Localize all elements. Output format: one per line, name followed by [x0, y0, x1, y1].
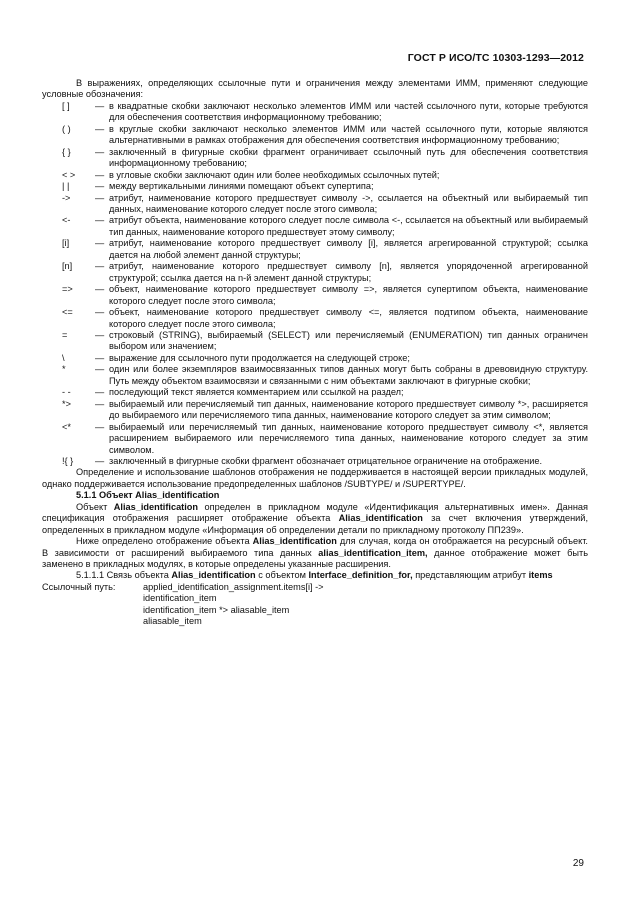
notation-symbol: <* — [62, 421, 71, 432]
notation-item — [42, 147, 588, 170]
notation-dash: — — [95, 352, 105, 363]
document-header: ГОСТ Р ИСО/ТС 10303-1293—2012 — [407, 52, 584, 64]
notation-text: объект, наименование которого предшествует символу =>, является супертипом объекта, наименование которого следует после этого символа; — [109, 284, 588, 306]
notation-text: строковый (STRING), выбираемый (SELECT) или перечисляемый (ENUMERATION) тип данных ограничен выбором или значением; — [109, 329, 588, 352]
notation-item — [42, 353, 588, 364]
section-number: 5.1.1 — [76, 490, 97, 501]
notation-text: выражение для ссылочного пути продолжается на следующей строке; — [109, 352, 410, 363]
notation-symbol: [n] — [62, 261, 73, 272]
notation-item — [42, 364, 588, 387]
notation-text: заключенный в фигурные скобки фрагмент обозначает отрицательное ограничение на отображение. — [109, 455, 542, 466]
notation-symbol: < > — [62, 169, 76, 180]
reference-path-label: Ссылочный путь: — [42, 581, 116, 592]
notation-text: атрибут, наименование которого предшествует символу ->, ссылается на объектный или выбираемый тип данных, наименование которого следует после этого символа; — [109, 192, 588, 214]
notation-item — [42, 193, 588, 216]
notation-dash: — — [95, 387, 105, 398]
document-body — [42, 78, 588, 628]
notation-symbol: [ ] — [62, 100, 70, 111]
attribute-name: items — [528, 570, 553, 581]
notation-dash: — — [95, 284, 105, 295]
entity-name: Interface_definition_for, — [308, 570, 413, 581]
notation-item — [42, 124, 588, 147]
notation-symbol: \ — [62, 352, 65, 363]
text-run: за счет включения утверждений, определенных в прикладном модуле «Информация об определении детали по прикладному протоколу ПП239». — [42, 513, 588, 535]
notation-text: выбираемый или перечисляемый тип данных, наименование которого предшествует символу *>, расширяется до выбираемого или перечисляемого типа данных, наименование которого следует за этим символом; — [109, 398, 588, 421]
notation-dash: — — [95, 123, 105, 134]
section-paragraph-1 — [42, 502, 588, 536]
notation-symbol: [i] — [62, 238, 70, 249]
notation-text: заключенный в фигурные скобки фрагмент ограничивает ссылочный путь для обеспечения соответствия информационному требованию; — [109, 146, 588, 169]
notation-dash: — — [95, 364, 105, 375]
text-run: Объект — [76, 501, 114, 512]
notation-dash: — — [95, 329, 105, 340]
notation-item — [42, 422, 588, 456]
intro-paragraph: В выражениях, определяющих ссылочные пути и ограничения между элементами ИММ, применяют следующие условные обозначения: — [42, 78, 588, 100]
text-run: Ниже определено отображение объекта — [76, 536, 253, 547]
notation-item — [42, 387, 588, 398]
notation-item — [42, 330, 588, 353]
notation-dash: — — [95, 169, 105, 180]
notation-symbol: | | — [62, 181, 70, 192]
entity-name: Alias_identification — [113, 501, 199, 512]
notation-symbol: <= — [62, 307, 73, 318]
reference-path — [42, 582, 588, 628]
reference-path-line: aliasable_item — [143, 616, 202, 627]
notation-item — [42, 307, 588, 330]
notation-text: в круглые скобки заключают несколько элементов ИММ или частей ссылочного пути, которые являются альтернативными в рамках отображения для обеспечения соответствия информационному требованию; — [109, 123, 588, 146]
notation-symbol: { } — [62, 146, 71, 157]
notation-dash: — — [95, 307, 105, 318]
notation-text: атрибут, наименование которого предшествует символу [n], является упорядоченной агрегированной структурой; ссылка дается на n-й элемент данной структуры; — [109, 261, 588, 283]
notation-item — [42, 101, 588, 124]
notation-dash: — — [95, 261, 105, 272]
notation-dash: — — [95, 181, 105, 192]
notation-symbol: - - — [62, 387, 71, 398]
notation-dash: — — [95, 146, 105, 157]
text-run: данное отображение может быть заменено в прикладных модулях, в которые определены указанные расширения. — [42, 547, 588, 570]
reference-path-line: identification_item — [143, 593, 217, 604]
notation-dash: — — [95, 238, 105, 249]
entity-name: Alias_identification — [338, 513, 423, 524]
notation-item — [42, 456, 588, 467]
section-paragraph-2 — [42, 536, 588, 570]
notation-list — [42, 101, 588, 468]
page-number: 29 — [572, 858, 584, 869]
notation-text: в угловые скобки заключают один или более необходимых ссылочных путей; — [109, 169, 440, 180]
notation-symbol: = — [62, 329, 68, 340]
entity-name: Alias_identification — [171, 570, 256, 581]
notation-text: между вертикальными линиями помещают объект супертипа; — [109, 181, 374, 192]
notation-dash: — — [95, 455, 105, 466]
notation-text: выбираемый или перечисляемый тип данных, наименование которого предшествует символу <*, является расширением выбираемого или перечисляемого типа данных, наименование которого следует за этим символом. — [109, 421, 588, 455]
notation-item — [42, 261, 588, 284]
notation-symbol: => — [62, 284, 73, 295]
notation-item — [42, 238, 588, 261]
section-heading — [42, 490, 588, 501]
text-run: для случая, когда он отображается на ресурсный объект. В зависимости от расширений выбираемого типа данных — [42, 536, 588, 558]
notation-symbol: -> — [62, 192, 71, 203]
subsection-heading — [42, 570, 588, 581]
notation-dash: — — [95, 421, 105, 432]
notation-item — [42, 284, 588, 307]
notation-text: атрибут объекта, наименование которого следует после символа <-, ссылается на объектный или выбираемый тип данных, наименование которого предшествует этому символу; — [109, 215, 588, 237]
notation-text: в квадратные скобки заключают несколько элементов ИММ или частей ссылочного пути, которые требуются для обеспечения соответствия информационному требованию; — [109, 100, 588, 123]
notation-text: атрибут, наименование которого предшествует символу [i], является агрегированной структурой; ссылка дается на любой элемент данной структуры; — [109, 238, 588, 260]
reference-path-line: identification_item *> aliasable_item — [143, 604, 290, 615]
notation-symbol: <- — [62, 215, 71, 226]
notation-dash: — — [95, 215, 105, 226]
notation-dash: — — [95, 192, 105, 203]
text-run: с объектом — [255, 570, 309, 581]
notation-symbol: *> — [62, 398, 71, 409]
notation-text: один или более экземпляров взаимосвязанных типов данных могут быть собраны в древовидную структуру. Путь между объектом взаимосвязи и связанными с ним объектами заключают в фигурные скобки; — [109, 364, 588, 386]
entity-name: Alias_identification — [252, 536, 337, 547]
notation-symbol: !{ } — [62, 455, 74, 466]
notation-dash: — — [95, 100, 105, 111]
section-title: Объект Alias_identification — [99, 490, 220, 501]
text-run: представляющим атрибут — [412, 570, 529, 581]
notation-item — [42, 181, 588, 192]
text-run: 5.1.1.1 Связь объекта — [76, 570, 172, 581]
notation-item — [42, 170, 588, 181]
notation-item — [42, 215, 588, 238]
note-paragraph: Определение и использование шаблонов отображения не поддерживается в настоящей версии прикладных модулей, однако поддерживается использование предопределенных шаблонов /SUBTYPE/ и /SUPERTYPE/. — [42, 467, 588, 489]
notation-symbol: ( ) — [62, 123, 71, 134]
notation-text: последующий текст является комментарием или ссылкой на раздел; — [109, 387, 404, 398]
entity-name: alias_identification_item, — [318, 547, 428, 558]
notation-text: объект, наименование которого предшествует символу <=, является подтипом объекта, наименование которого следует после этого символа; — [109, 307, 588, 329]
reference-path-line: applied_identification_assignment.items[i] -> — [143, 581, 324, 592]
notation-item — [42, 399, 588, 422]
text-run: определен в прикладном модуле «Идентификация альтернативных имен». Данная спецификация отображения расширяет отображение объекта — [42, 501, 588, 524]
notation-dash: — — [95, 398, 105, 409]
notation-symbol: * — [62, 364, 66, 375]
